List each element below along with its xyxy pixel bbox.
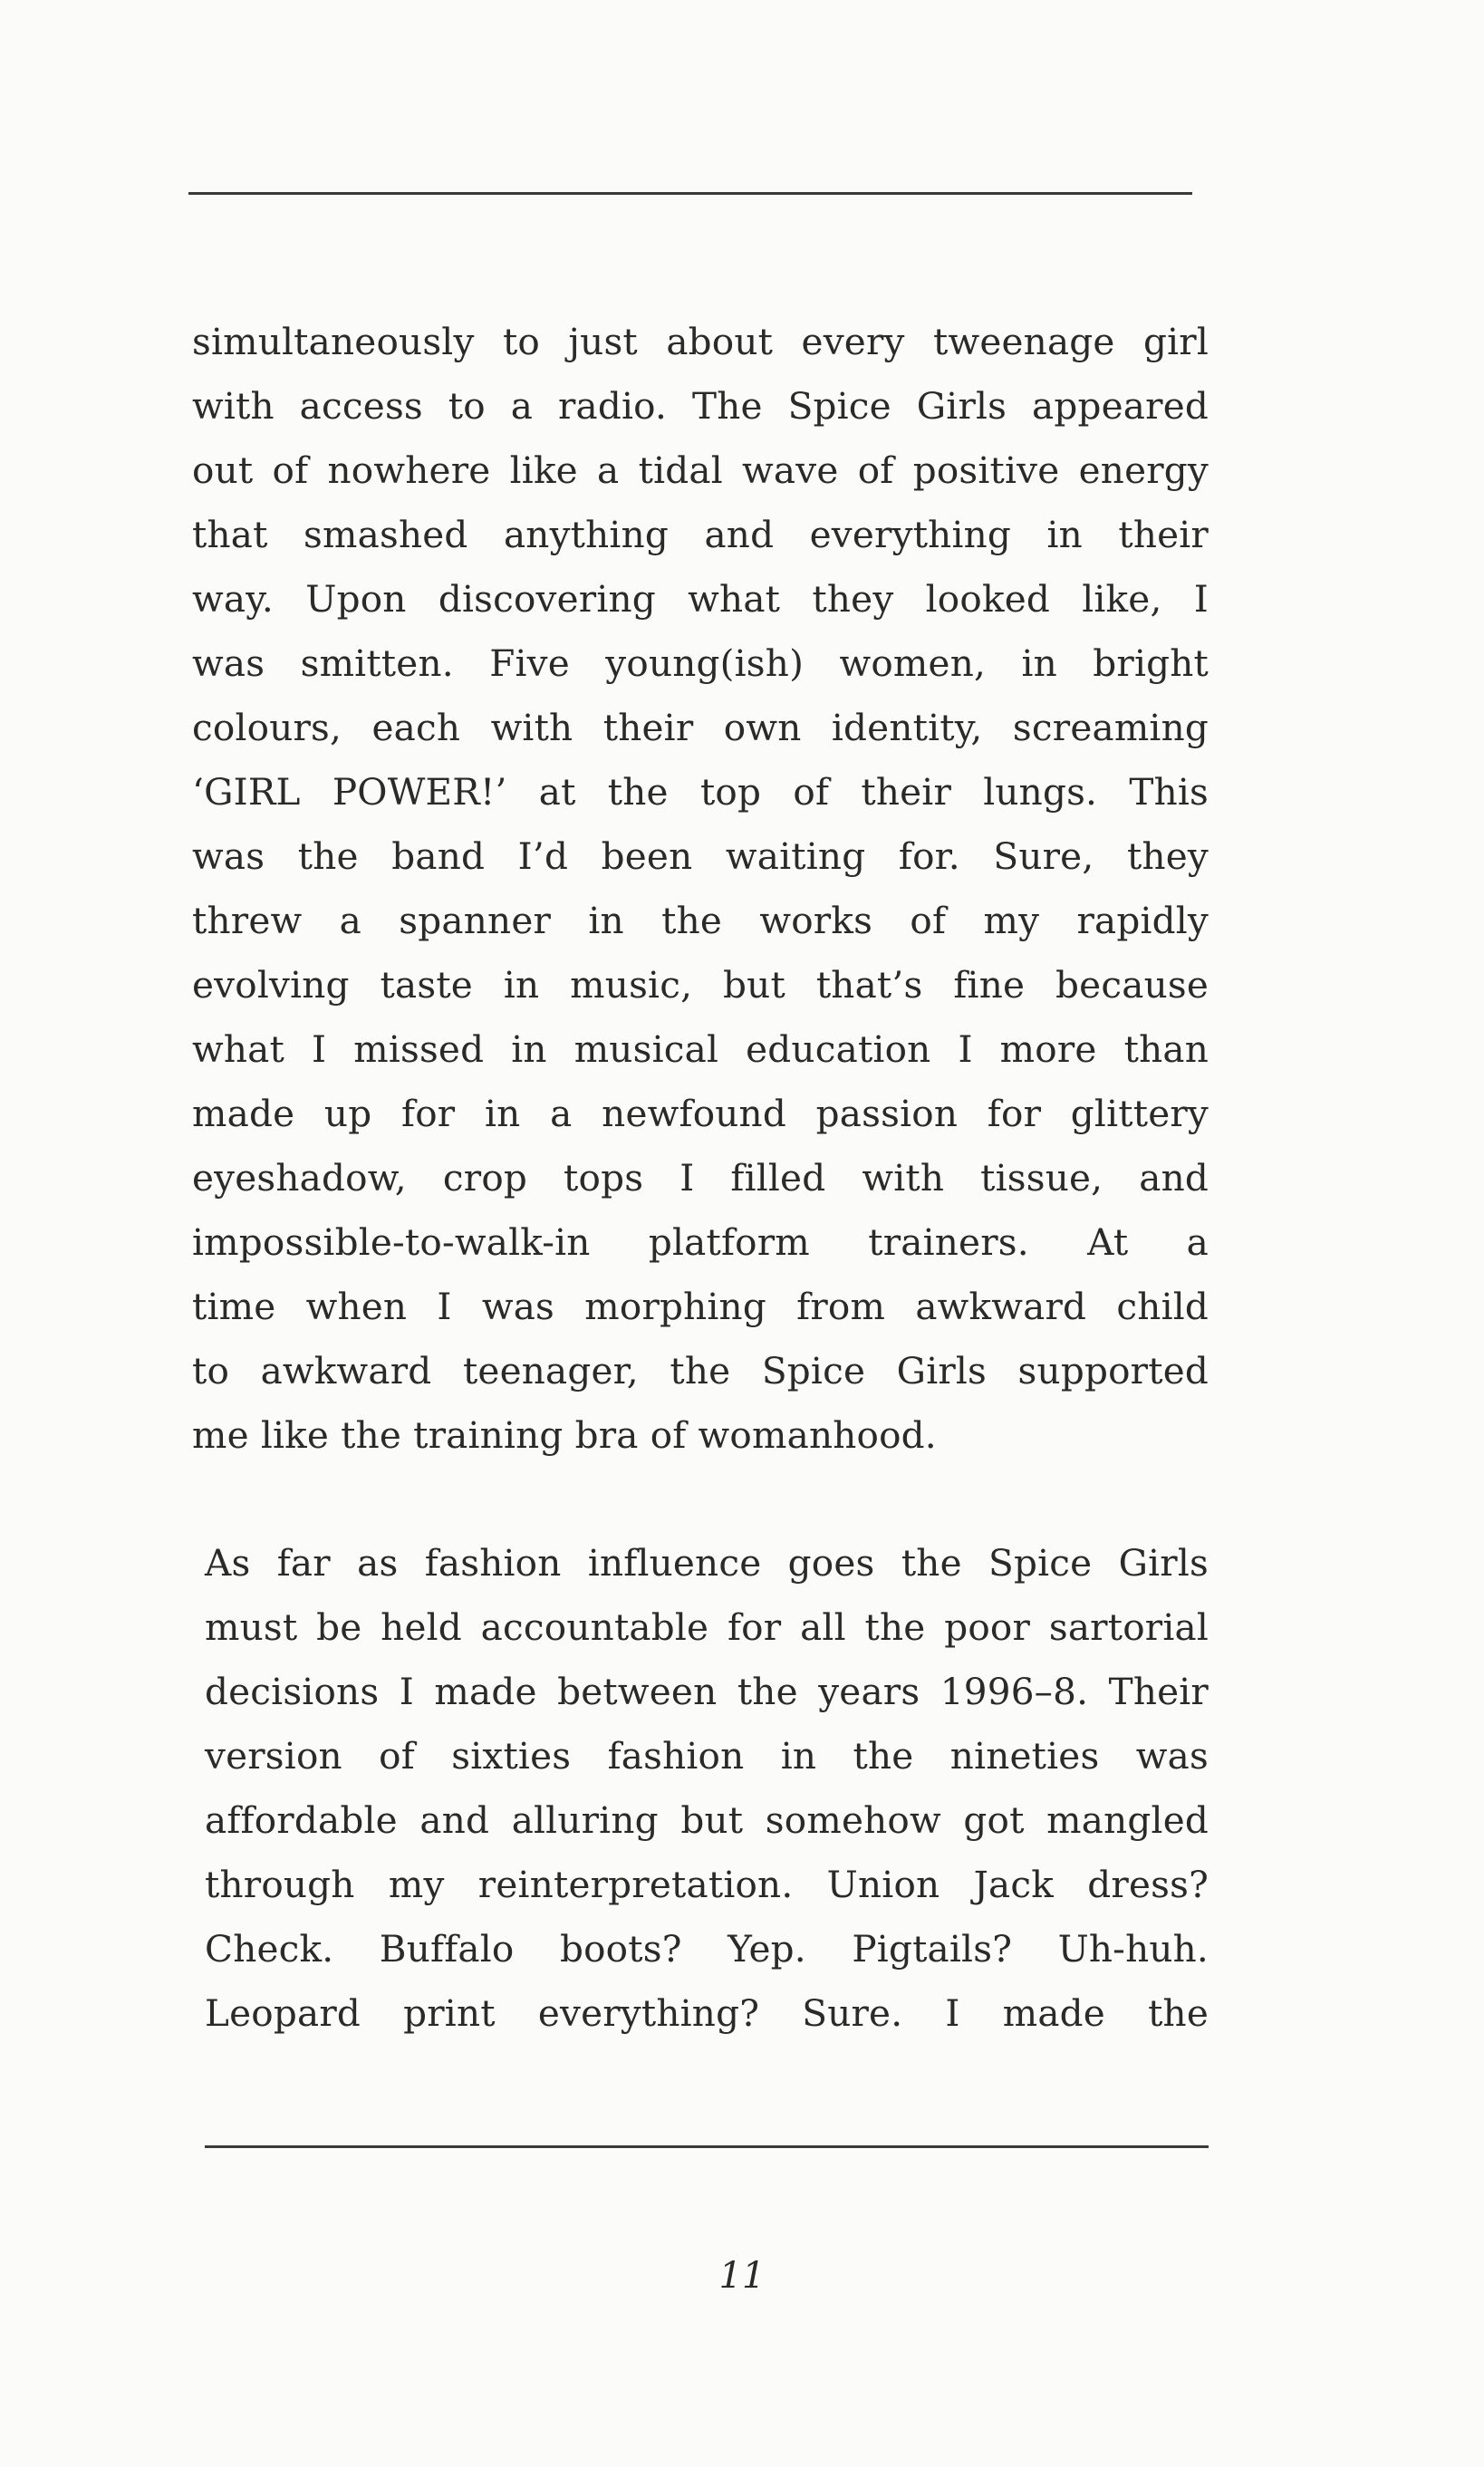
text-line: affordable and alluring but somehow got mangled — [205, 1798, 1209, 1842]
text-line: simultaneously to just about every tweenage girl — [192, 320, 1209, 363]
text-line: what I missed in musical education I more than — [192, 1027, 1209, 1071]
text-line: out of nowhere like a tidal wave of positive energy — [192, 448, 1209, 492]
text-line: colours, each with their own identity, screaming — [192, 706, 1209, 749]
text-line: Check. Buffalo boots? Yep. Pigtails? Uh-huh. — [205, 1927, 1209, 1971]
text-line: eyeshadow, crop tops I filled with tissue, and — [192, 1156, 1209, 1200]
text-line: evolving taste in music, but that’s fine because — [192, 963, 1209, 1007]
text-line: that smashed anything and everything in their — [192, 513, 1209, 556]
text-line: time when I was morphing from awkward child — [192, 1285, 1209, 1328]
text-line: way. Upon discovering what they looked like, I — [192, 577, 1209, 621]
paragraph-2 — [205, 1531, 1209, 2046]
page-number: 11 — [718, 2255, 766, 2297]
text-line: through my reinterpretation. Union Jack dress? — [205, 1863, 1209, 1906]
text-line: impossible-to-walk-in platform trainers. At a — [192, 1220, 1209, 1264]
text-line: version of sixties fashion in the nineties was — [205, 1734, 1209, 1778]
text-line: was smitten. Five young(ish) women, in bright — [192, 641, 1209, 685]
text-line: made up for in a newfound passion for glittery — [192, 1092, 1209, 1135]
text-line: As far as fashion influence goes the Spice Girls — [205, 1541, 1209, 1585]
text-line: decisions I made between the years 1996–8. Their — [205, 1670, 1209, 1713]
text-line: was the band I’d been waiting for. Sure, they — [192, 834, 1209, 878]
paragraph-1 — [192, 310, 1209, 1468]
text-line: must be held accountable for all the poor sartorial — [205, 1605, 1209, 1649]
top-rule — [188, 192, 1192, 195]
text-line: ‘GIRL POWER!’ at the top of their lungs. This — [192, 770, 1209, 814]
text-line: to awkward teenager, the Spice Girls supported — [192, 1349, 1209, 1393]
text-line: threw a spanner in the works of my rapidly — [192, 899, 1209, 942]
text-line: me like the training bra of womanhood. — [192, 1413, 937, 1457]
text-line: with access to a radio. The Spice Girls appeared — [192, 384, 1209, 428]
bottom-rule — [205, 2145, 1209, 2148]
text-line: Leopard print everything? Sure. I made the — [205, 1991, 1209, 2035]
